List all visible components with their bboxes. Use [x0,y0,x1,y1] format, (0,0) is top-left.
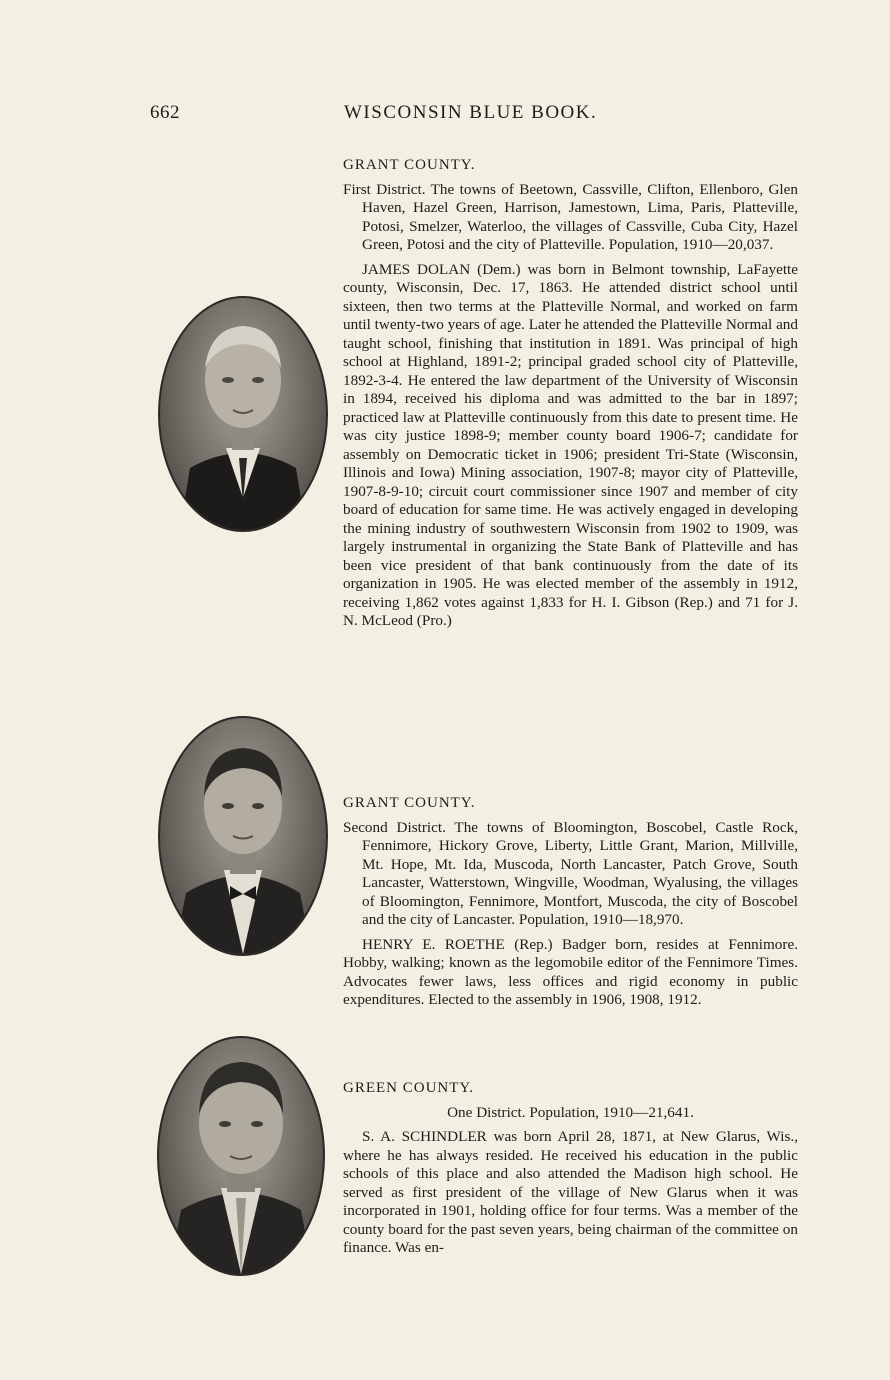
page-header [150,102,610,132]
section-grant-second-district [343,794,798,1010]
portrait-james-dolan-image [160,298,326,530]
section-grant-first-district [343,156,798,631]
portrait-james-dolan [158,296,328,532]
district-description: One District. Population, 1910—21,641. [447,1103,694,1121]
page-number: 662 [150,102,180,123]
county-heading: GREEN COUNTY. [343,1080,475,1096]
biography-s-a-schindler: S. A. SCHINDLER was born April 28, 1871, at New Glarus, Wis., where he has always resided. He received his education in the public schools of this place and also attended the Madison high school. He served as first president of the village of New Glarus when it was incorporated in 1901, holding office for four terms. Was a member of the county board for the past seven years, being chairman of the committee on finance. Was en- [343,1128,798,1256]
portrait-s-a-schindler [157,1036,325,1276]
biography-james-dolan: JAMES DOLAN (Dem.) was born in Belmont township, LaFayette county, Wisconsin, Dec. 17, 1863. He attended district school until sixteen, then two terms at the Platteville Normal, and worked on farm until twenty-two years of age. Later he attended the Platteville Normal and taught school, finishing that institution in 1891. Was principal of high school at Highland, 1891-2; principal graded school city of Platteville, 1892-3-4. He entered the law department of the University of Wisconsin in 1894, received his diploma and was admitted to the bar in 1897; practiced law at Platteville continuously from this date to present time. He was city justice 1898-9; member county board 1906-7; candidate for assembly on Democratic ticket in 1906; president Tri-State (Wisconsin, Illinois and Iowa) Mining association, 1907-8; mayor city of Platteville, 1907-8-9-10; circuit court commissioner since 1907 and member of city board of education for same time. He was actively engaged in developing the mining industry of southwestern Wisconsin from 1902 to 1909, was largely instrumental in organizing the State Bank of Platteville and has been vice president of that bank continuously from the date of its organization in 1905. He was elected member of the assembly in 1912, receiving 1,862 votes against 1,833 for H. I. Gibson (Rep.) and 71 for J. N. McLeod (Pro.) [343,260,798,629]
portrait-henry-e-roethe-image [160,718,326,954]
county-heading: GRANT COUNTY. [343,157,476,173]
portrait-s-a-schindler-image [159,1038,323,1274]
district-description: First District. The towns of Beetown, Cassville, Clifton, Ellenboro, Glen Haven, Hazel Green, Harrison, Jamestown, Lima, Paris, Platteville, Potosi, Smelzer, Waterloo, the villages of Cassville, Cuba City, Hazel Green, Potosi and the city of Platteville. Population, 1910—20,037. [343,180,798,253]
section-green-county [343,1079,798,1258]
district-description: Second District. The towns of Bloomington, Boscobel, Castle Rock, Fennimore, Hickory Grove, Liberty, Little Grant, Marion, Millville, Mt. Hope, Mt. Ida, Muscoda, North Lancaster, Patch Grove, South Lancaster, Watterstown, Wingville, Woodman, Wyalusing, the villages of Bloomington, Fennimore, Montfort, Muscoda, the city of Boscobel and the city of Lancaster. Population, 1910—18,970. [343,818,798,928]
portrait-henry-e-roethe [158,716,328,956]
county-heading: GRANT COUNTY. [343,795,476,811]
biography-henry-e-roethe: HENRY E. ROETHE (Rep.) Badger born, resides at Fennimore. Hobby, walking; known as the legomobile editor of the Fennimore Times. Advocates fewer laws, less offices and rigid economy in public expenditures. Elected to the assembly in 1906, 1908, 1912. [343,935,798,1008]
running-title: WISCONSIN BLUE BOOK. [344,102,598,123]
